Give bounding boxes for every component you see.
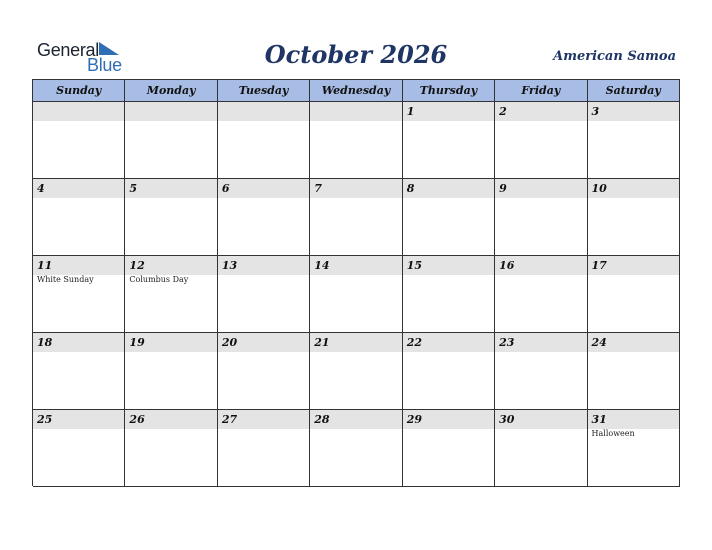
day-number: 6 [218, 179, 309, 198]
day-number: 17 [588, 256, 679, 275]
day-number: 30 [495, 410, 586, 429]
day-number: 5 [125, 179, 216, 198]
day-number: 18 [33, 333, 124, 352]
day-cell [125, 102, 217, 179]
day-cell [33, 256, 125, 333]
day-cell [125, 179, 217, 256]
holiday-label: White Sunday [37, 275, 94, 284]
week-row [33, 333, 680, 410]
holiday-label: Halloween [591, 429, 635, 438]
region-label: American Samoa [553, 49, 676, 64]
weekday-header: Tuesday [218, 80, 310, 102]
day-cell [310, 102, 402, 179]
day-cell [495, 179, 587, 256]
weekday-header: Saturday [588, 80, 680, 102]
weekday-header: Monday [125, 80, 217, 102]
day-cell [218, 179, 310, 256]
day-cell [33, 333, 125, 410]
day-cell [218, 333, 310, 410]
day-cell [495, 256, 587, 333]
day-number: 10 [588, 179, 679, 198]
logo-blue-text: Blue [87, 55, 122, 75]
day-number: 22 [403, 333, 494, 352]
day-number: 11 [33, 256, 124, 275]
day-number: 1 [403, 102, 494, 121]
day-number: 3 [588, 102, 679, 121]
day-number: 31 [588, 410, 679, 429]
day-cell [403, 410, 495, 487]
day-cell [33, 102, 125, 179]
day-number: 4 [33, 179, 124, 198]
day-number: 25 [33, 410, 124, 429]
weekday-header: Wednesday [310, 80, 402, 102]
day-cell [495, 333, 587, 410]
day-number: 20 [218, 333, 309, 352]
day-cell [310, 179, 402, 256]
day-number: 16 [495, 256, 586, 275]
weekday-header: Friday [495, 80, 587, 102]
day-number [125, 102, 216, 121]
day-number: 24 [588, 333, 679, 352]
day-cell [403, 102, 495, 179]
day-number: 27 [218, 410, 309, 429]
day-number [33, 102, 124, 121]
day-number: 23 [495, 333, 586, 352]
day-number: 28 [310, 410, 401, 429]
holiday-label: Columbus Day [129, 275, 189, 284]
logo-general-text: General [37, 40, 99, 60]
day-cell [218, 256, 310, 333]
day-number: 15 [403, 256, 494, 275]
day-cell [310, 256, 402, 333]
day-cell [588, 256, 680, 333]
weekday-header-row [33, 80, 680, 102]
day-cell [33, 179, 125, 256]
day-number: 8 [403, 179, 494, 198]
day-cell [218, 102, 310, 179]
day-cell [125, 256, 217, 333]
day-cell [33, 410, 125, 487]
day-number: 21 [310, 333, 401, 352]
weeks-container [33, 102, 680, 487]
week-row [33, 179, 680, 256]
week-row [33, 102, 680, 179]
calendar-grid [32, 79, 680, 486]
day-number: 13 [218, 256, 309, 275]
week-row [33, 256, 680, 333]
day-number: 2 [495, 102, 586, 121]
day-cell [588, 333, 680, 410]
day-cell [495, 410, 587, 487]
day-number: 26 [125, 410, 216, 429]
day-number: 7 [310, 179, 401, 198]
day-number: 14 [310, 256, 401, 275]
day-cell [588, 102, 680, 179]
day-cell [125, 410, 217, 487]
day-cell [218, 410, 310, 487]
day-number: 9 [495, 179, 586, 198]
day-cell [310, 333, 402, 410]
day-number: 29 [403, 410, 494, 429]
day-cell [403, 256, 495, 333]
day-number [310, 102, 401, 121]
weekday-header: Sunday [33, 80, 125, 102]
day-number: 12 [125, 256, 216, 275]
day-cell [588, 410, 680, 487]
calendar-title: October 2026 [264, 40, 448, 69]
day-number: 19 [125, 333, 216, 352]
day-cell [310, 410, 402, 487]
day-cell [125, 333, 217, 410]
day-cell [403, 333, 495, 410]
day-cell [588, 179, 680, 256]
day-number [218, 102, 309, 121]
week-row [33, 410, 680, 487]
weekday-header: Thursday [403, 80, 495, 102]
day-cell [403, 179, 495, 256]
day-cell [495, 102, 587, 179]
